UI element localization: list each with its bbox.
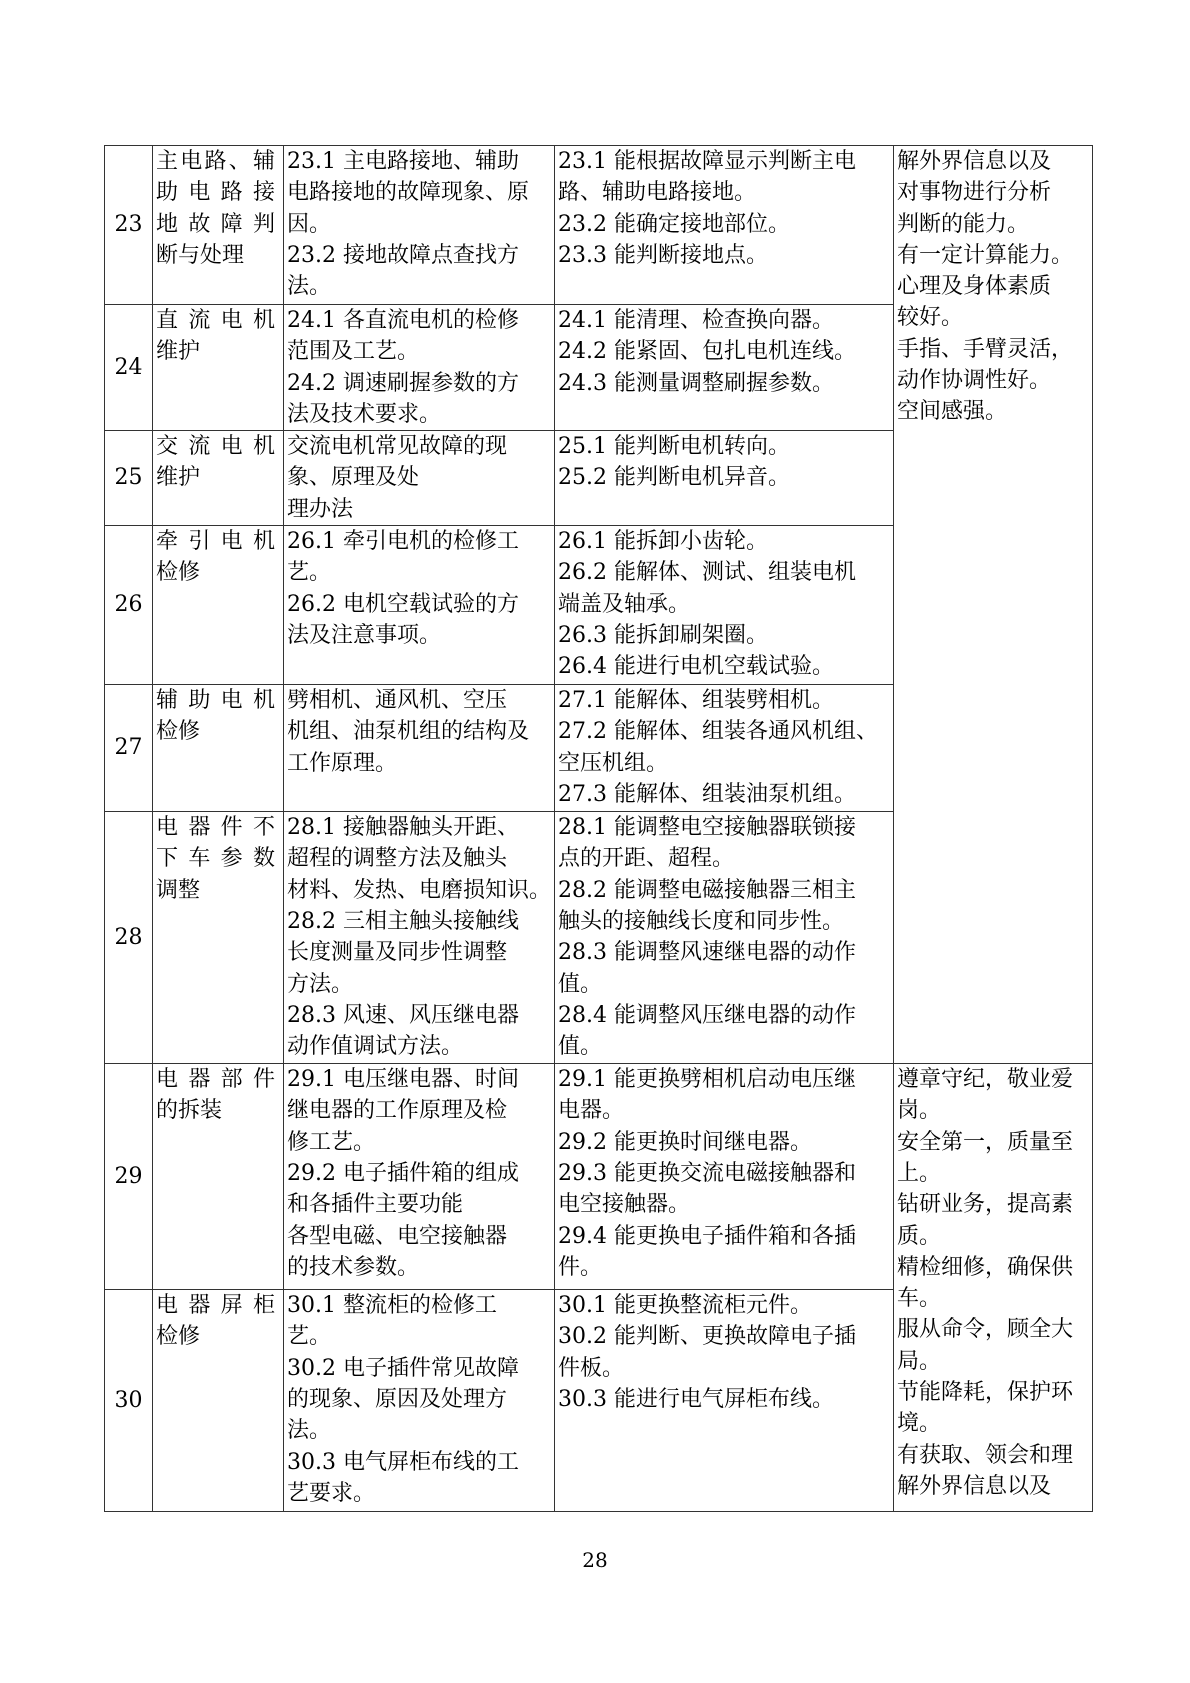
text-line: 26.1 能拆卸小齿轮。 (558, 529, 768, 555)
text-line: 29.2 电子插件箱的组成 (287, 1160, 519, 1186)
text-line: 因。 (287, 211, 332, 237)
text-line: 法。 (287, 1418, 332, 1444)
text-line: 和各插件主要功能 (287, 1192, 464, 1218)
text-line: 继电器的工作原理及检 (287, 1098, 508, 1124)
text-line: 精检细修，确保供 (897, 1254, 1074, 1280)
text-line: 30.2 能判断、更换故障电子插 (558, 1324, 856, 1350)
text-line: 艺要求。 (287, 1480, 376, 1506)
text-line: 手指、手臂灵活， (897, 336, 1074, 362)
table-row (105, 146, 1093, 305)
text-line: 法及注意事项。 (287, 622, 442, 648)
text-line: 象、原理及处 (287, 465, 420, 491)
text-line: 29.2 能更换时间继电器。 (558, 1129, 812, 1155)
row-number: 23 (105, 146, 153, 305)
skills-cell (555, 1290, 894, 1512)
text-line: 质。 (897, 1223, 942, 1249)
text-line: 24.1 各直流电机的检修 (287, 308, 519, 333)
text-line: 艺。 (287, 1324, 332, 1350)
text-line: 路、辅助电路接地。 (558, 180, 757, 206)
row-number: 25 (105, 431, 153, 526)
text-line: 23.1 主电路接地、辅助 (287, 149, 519, 174)
text-line: 钻研业务，提高素 (897, 1192, 1074, 1218)
text-line: 24.2 能紧固、包扎电机连线。 (558, 339, 856, 365)
row-number: 24 (105, 305, 153, 431)
work-content-cell (153, 431, 284, 526)
text-line: 29.1 电压继电器、时间 (287, 1067, 519, 1093)
text-line: 26.4 能进行电机空载试验。 (558, 654, 834, 680)
text-line: 电 器 屏 柜 (156, 1293, 275, 1319)
text-line: 值。 (558, 1034, 603, 1060)
text-line: 地 故 障 判 (156, 211, 275, 237)
text-line: 30.1 能更换整流柜元件。 (558, 1293, 812, 1319)
text-line: 23.3 能判断接地点。 (558, 242, 768, 268)
text-line: 解外界信息以及 (897, 149, 1052, 174)
text-line: 有获取、领会和理 (897, 1442, 1074, 1468)
text-line: 检修 (156, 560, 201, 586)
text-line: 25.1 能判断电机转向。 (558, 434, 790, 460)
knowledge-cell (284, 431, 555, 526)
knowledge-cell (284, 526, 555, 685)
text-line: 修工艺。 (287, 1129, 376, 1155)
text-line: 岗。 (897, 1098, 942, 1124)
work-content-cell (153, 305, 284, 431)
work-content-cell (153, 526, 284, 685)
text-line: 值。 (558, 971, 603, 997)
skills-cell (555, 1064, 894, 1290)
row-number: 27 (105, 685, 153, 812)
text-line: 23.1 能根据故障显示判断主电 (558, 149, 856, 174)
text-line: 29.1 能更换劈相机启动电压继 (558, 1067, 856, 1093)
text-line: 方法。 (287, 971, 354, 997)
text-line: 下 车 参 数 (156, 846, 275, 872)
text-line: 的技术参数。 (287, 1254, 420, 1280)
text-line: 26.1 牵引电机的检修工 (287, 529, 519, 555)
text-line: 电路接地的故障现象、原 (287, 180, 530, 206)
text-line: 交 流 电 机 (156, 434, 275, 460)
text-line: 端盖及轴承。 (558, 591, 691, 617)
text-line: 节能降耗，保护环 (897, 1380, 1074, 1406)
text-line: 27.1 能解体、组装劈相机。 (558, 688, 834, 714)
text-line: 判断的能力。 (897, 211, 1030, 237)
skills-cell (555, 685, 894, 812)
text-line: 长度测量及同步性调整 (287, 940, 508, 966)
text-line: 遵章守纪，敬业爱 (897, 1067, 1074, 1093)
text-line: 件。 (558, 1254, 603, 1280)
skills-cell (555, 431, 894, 526)
text-line: 主电路、辅 (156, 149, 275, 174)
text-line: 24.2 调速刷握参数的方 (287, 370, 519, 396)
text-line: 24.1 能清理、检查换向器。 (558, 308, 834, 333)
knowledge-cell (284, 1290, 555, 1512)
text-line: 动作协调性好。 (897, 368, 1052, 394)
skills-cell (555, 812, 894, 1064)
text-line: 30.3 电气屏柜布线的工 (287, 1449, 519, 1475)
text-line: 28.4 能调整风压继电器的动作 (558, 1002, 856, 1028)
text-line: 28.2 三相主触头接触线 (287, 908, 519, 934)
text-line: 断与处理 (156, 242, 245, 268)
text-line: 工作原理。 (287, 750, 398, 776)
text-line: 检修 (156, 1324, 201, 1350)
text-line: 29.4 能更换电子插件箱和各插 (558, 1223, 856, 1249)
text-line: 直 流 电 机 (156, 308, 275, 333)
row-number: 29 (105, 1064, 153, 1290)
text-line: 境。 (897, 1411, 942, 1437)
work-content-cell (153, 1290, 284, 1512)
text-line: 劈相机、通风机、空压 (287, 688, 508, 714)
text-line: 服从命令，顾全大 (897, 1317, 1074, 1343)
text-line: 艺。 (287, 560, 332, 586)
work-content-cell (153, 685, 284, 812)
knowledge-cell (284, 1064, 555, 1290)
text-line: 上。 (897, 1160, 942, 1186)
text-line: 27.3 能解体、组装油泵机组。 (558, 781, 856, 807)
text-line: 29.3 能更换交流电磁接触器和 (558, 1160, 856, 1186)
text-line: 局。 (897, 1348, 942, 1374)
work-content-cell (153, 1064, 284, 1290)
text-line: 触头的接触线长度和同步性。 (558, 908, 845, 934)
text-line: 法及技术要求。 (287, 401, 442, 427)
text-line: 30.1 整流柜的检修工 (287, 1293, 497, 1319)
text-line: 28.1 接触器触头开距、 (287, 815, 519, 841)
text-line: 28.3 风速、风压继电器 (287, 1002, 519, 1028)
text-line: 解外界信息以及 (897, 1473, 1052, 1499)
page-number: 28 (582, 1548, 608, 1572)
text-line: 电器。 (558, 1098, 625, 1124)
text-line: 26.3 能拆卸刷架圈。 (558, 622, 768, 648)
skills-cell (555, 526, 894, 685)
skills-cell (555, 305, 894, 431)
text-line: 较好。 (897, 305, 964, 331)
knowledge-cell (284, 146, 555, 305)
text-line: 机组、油泵机组的结构及 (287, 719, 530, 745)
text-line: 26.2 电机空载试验的方 (287, 591, 519, 617)
text-line: 的现象、原因及处理方 (287, 1386, 508, 1412)
text-line: 对事物进行分析 (897, 180, 1052, 206)
text-line: 材料、发热、电磨损知识。 (287, 877, 552, 903)
text-line: 电 器 件 不 (156, 815, 275, 841)
text-line: 心理及身体素质 (897, 274, 1052, 300)
text-line: 23.2 能确定接地部位。 (558, 211, 790, 237)
text-line: 理办法 (287, 496, 354, 522)
text-line: 维护 (156, 339, 201, 365)
text-line: 27.2 能解体、组装各通风机组、 (558, 719, 878, 745)
text-line: 空间感强。 (897, 399, 1008, 425)
text-line: 安全第一，质量至 (897, 1129, 1074, 1155)
text-line: 电空接触器。 (558, 1192, 691, 1218)
row-number: 28 (105, 812, 153, 1064)
text-line: 范围及工艺。 (287, 339, 420, 365)
text-line: 23.2 接地故障点查找方 (287, 242, 519, 268)
text-line: 超程的调整方法及触头 (287, 846, 508, 872)
work-content-cell (153, 812, 284, 1064)
text-line: 交流电机常见故障的现 (287, 434, 508, 460)
requirements-cell-conduct (894, 1064, 1093, 1512)
text-line: 的拆装 (156, 1098, 223, 1124)
skills-cell (555, 146, 894, 305)
text-line: 空压机组。 (558, 750, 669, 776)
row-number: 30 (105, 1290, 153, 1512)
text-line: 调整 (156, 877, 201, 903)
requirements-cell-ability (894, 146, 1093, 1064)
knowledge-cell (284, 685, 555, 812)
text-line: 30.3 能进行电气屏柜布线。 (558, 1386, 834, 1412)
text-line: 牵 引 电 机 (156, 529, 275, 555)
text-line: 车。 (897, 1286, 942, 1312)
text-line: 法。 (287, 274, 332, 300)
work-content-cell (153, 146, 284, 305)
text-line: 30.2 电子插件常见故障 (287, 1355, 519, 1381)
text-line: 件板。 (558, 1355, 625, 1381)
text-line: 动作值调试方法。 (287, 1034, 464, 1060)
text-line: 26.2 能解体、测试、组装电机 (558, 560, 856, 586)
knowledge-cell (284, 812, 555, 1064)
text-line: 助 电 路 接 (156, 180, 275, 206)
text-line: 有一定计算能力。 (897, 242, 1074, 268)
text-line: 维护 (156, 465, 201, 491)
text-line: 28.3 能调整风速继电器的动作 (558, 940, 856, 966)
text-line: 辅 助 电 机 (156, 688, 275, 714)
text-line: 28.1 能调整电空接触器联锁接 (558, 815, 856, 841)
text-line: 28.2 能调整电磁接触器三相主 (558, 877, 856, 903)
row-number: 26 (105, 526, 153, 685)
text-line: 检修 (156, 719, 201, 745)
text-line: 24.3 能测量调整刷握参数。 (558, 370, 834, 396)
skills-requirement-table (104, 145, 1093, 1512)
table-row (105, 1064, 1093, 1290)
knowledge-cell (284, 305, 555, 431)
text-line: 电 器 部 件 (156, 1067, 275, 1093)
text-line: 各型电磁、电空接触器 (287, 1223, 508, 1249)
text-line: 点的开距、超程。 (558, 846, 735, 872)
text-line: 25.2 能判断电机异音。 (558, 465, 790, 491)
